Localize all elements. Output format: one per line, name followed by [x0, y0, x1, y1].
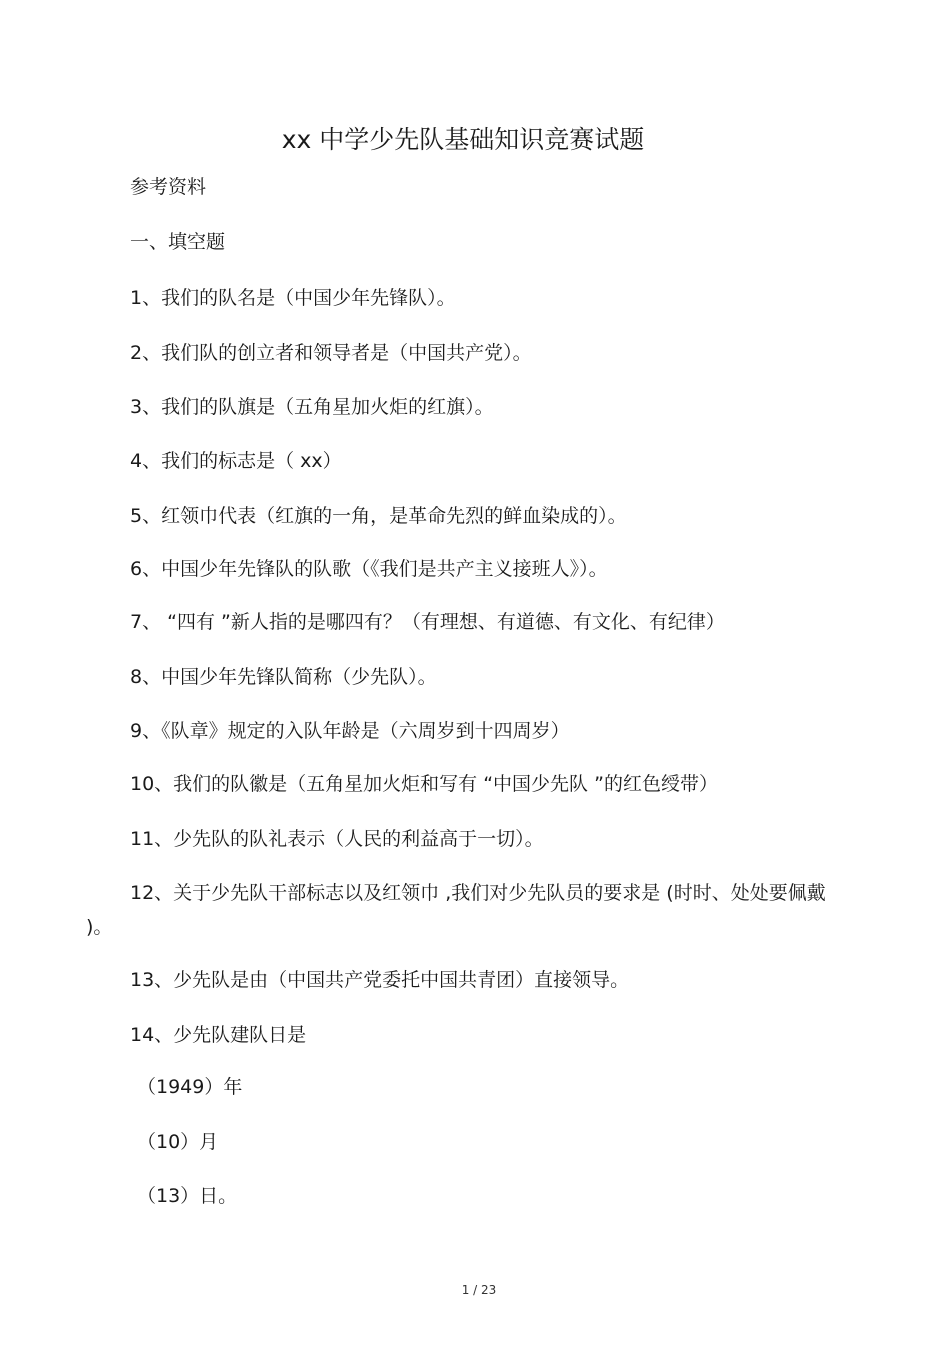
question-item: 3、我们的队旗是（五角星加火炬的红旗）。	[130, 396, 494, 418]
question-item: 5、红领巾代表（红旗的一角，是革命先烈的鲜血染成的）。	[130, 505, 627, 527]
question-item: 10、我们的队徽是（五角星加火炬和写有 “中国少先队 ”的红色绶带）	[130, 773, 718, 795]
document-title: xx 中学少先队基础知识竞赛试题	[281, 125, 645, 154]
section-heading: 一、填空题	[130, 231, 226, 253]
question-item: 4、我们的标志是（ xx）	[130, 450, 342, 472]
question-item: 1、我们的队名是（中国少年先锋队）。	[130, 287, 456, 309]
question-item: 7、 “四有 ”新人指的是哪四有？（有理想、有道德、有文化、有纪律）	[130, 611, 725, 633]
reference-label: 参考资料	[130, 176, 207, 198]
date-day: （13）日。	[137, 1185, 238, 1207]
question-item: 8、中国少年先锋队简称（少先队）。	[130, 666, 437, 688]
question-item: 6、中国少年先锋队的队歌（《我们是共产主义接班人》）。	[130, 558, 608, 580]
question-item: 12、关于少先队干部标志以及红领巾 ,我们对少先队员的要求是 (时时、处处要佩戴 )。	[86, 882, 826, 938]
question-item: 9、《队章》规定的入队年龄是（六周岁到十四周岁）	[130, 720, 570, 742]
question-item: 11、少先队的队礼表示（人民的利益高于一切）。	[130, 828, 544, 850]
page-number: 1 / 23	[461, 1283, 497, 1297]
date-month: （10）月	[137, 1131, 219, 1153]
question-item: 14、少先队建队日是	[130, 1024, 307, 1046]
date-year: （1949）年	[137, 1076, 243, 1098]
question-item: 13、少先队是由（中国共产党委托中国共青团）直接领导。	[130, 969, 630, 991]
question-item: 2、我们队的创立者和领导者是（中国共产党）。	[130, 342, 532, 364]
